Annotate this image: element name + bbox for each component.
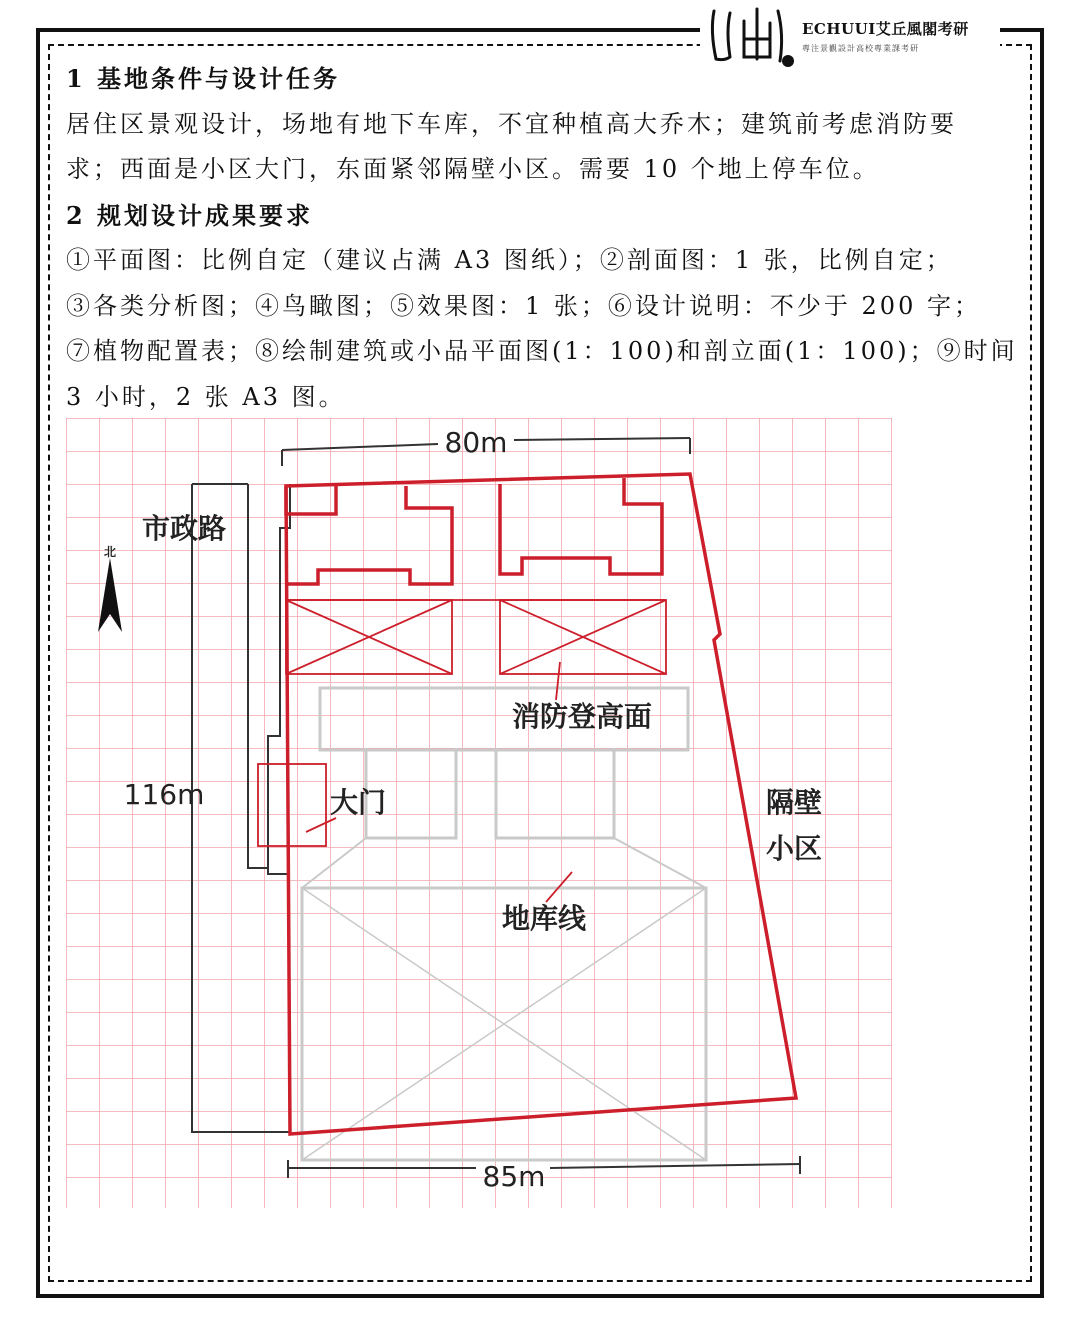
dim-top-label: 80m: [444, 426, 508, 459]
logo-title: ECHUUI艾丘風閣考研: [802, 20, 969, 38]
north-label: 北: [103, 545, 117, 559]
fire-label: 消防登高面: [512, 700, 653, 733]
gate-label: 大门: [330, 786, 387, 819]
section2-line-1: ①平面图：比例自定（建议占满 A3 图纸）；②剖面图：1 张，比例自定；: [66, 246, 953, 274]
neighbor-label-1: 隔壁: [766, 786, 823, 819]
section2-line-2: ③各类分析图；④鸟瞰图；⑤效果图：1 张；⑥设计说明：不少于 200 字；: [66, 291, 981, 320]
dim-left-label: 116m: [123, 778, 205, 811]
section1-line-1: 居住区景观设计，场地有地下车库，不宜种植高大乔木；建筑前考虑消防要: [66, 109, 957, 138]
task-text: [66, 56, 1016, 420]
section1-heading: 1 基地条件与设计任务: [66, 64, 341, 93]
section2-line-3: ⑦植物配置表；⑧绘制建筑或小品平面图(1：100)和剖立面(1：100)；⑨时间: [66, 337, 1018, 365]
site-plan: [66, 418, 892, 1208]
dim-bottom-label: 85m: [482, 1160, 546, 1193]
section2-line-4: 3 小时，2 张 A3 图。: [66, 382, 346, 411]
garage-label: 地库线: [502, 902, 587, 935]
neighbor-label-2: 小区: [766, 832, 823, 865]
section2-heading: 2 规划设计成果要求: [66, 200, 314, 230]
road-label: 市政路: [142, 512, 227, 545]
section1-line-2: 求；西面是小区大门，东面紧邻隔壁小区。需要 10 个地上停车位。: [66, 155, 880, 183]
logo-subtitle: 專注景觀設計高校專業課考研: [802, 44, 919, 53]
